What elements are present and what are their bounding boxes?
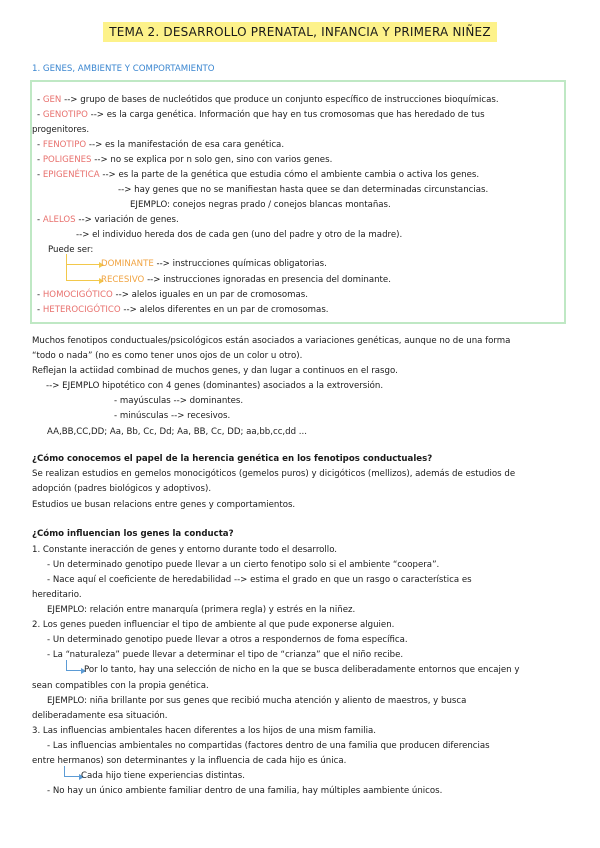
term-alelos: ALELOS — [42, 215, 76, 225]
def-dominante — [101, 258, 327, 270]
def-epigenetica-example: EJEMPLO: conejos negras prado / conejos blancas montañas. — [130, 200, 391, 210]
def-alelos-text: --> variación de genes. — [78, 215, 179, 225]
q2-line: deliberadamente esa situación. — [32, 711, 168, 721]
term-genotipo: GENOTIPO — [42, 110, 88, 120]
def-heterocigotico-text: --> alelos diferentes en un par de cromosomas. — [123, 305, 329, 315]
puede-ser-label: Puede ser: — [48, 245, 94, 255]
q2-line: - Nace aquí el coeficiente de heredabilidad --> estima el grado en que un rasgo o característica es — [47, 575, 472, 585]
blue-arrow-icon — [66, 660, 81, 671]
q2-line: - Las influencias ambientales no compartidas (factores dentro de una familia que producen diferencias — [47, 741, 490, 751]
def-fenotipo-text: --> es la manifestación de esa cara genética. — [88, 140, 285, 150]
title-wrap — [0, 22, 600, 42]
term-heterocigotico: HETEROCIGÓTICO — [42, 305, 121, 315]
para1-line: AA,BB,CC,DD; Aa, Bb, Cc, Dd; Aa, BB, Cc, DD; aa,bb,cc,dd ... — [47, 427, 307, 437]
yellow-arrow-icon — [66, 254, 99, 281]
para1-line: “todo o nada” (no es como tener unos ojos de un color u otro). — [32, 351, 303, 361]
q2-line: 2. Los genes pueden influenciar el tipo de ambiente al que pude exponerse alguien. — [32, 620, 395, 630]
para1-line: Reflejan la actiidad combinad de muchos genes, y dan lugar a continuos en el rasgo. — [32, 366, 398, 376]
q1-line: Se realizan estudios en gemelos monocigóticos (gemelos puros) y dicigóticos (mellizos), además de estudios de — [32, 469, 516, 479]
term-fenotipo: FENOTIPO — [42, 140, 87, 150]
term-recesivo: RECESIVO — [101, 275, 145, 285]
q2-line: - Un determinado genotipo puede llevar a otros a respondernos de foma específica. — [47, 635, 408, 645]
para1-line: Muchos fenotipos conductuales/psicológicos están asociados a variaciones genéticas, aunque no de una forma — [32, 336, 511, 346]
q2-line: 1. Constante ineracción de genes y entorno durante todo el desarrollo. — [32, 545, 338, 555]
q2-line: - No hay un único ambiente familiar dentro de una familia, hay múltiples aambiente únicos. — [47, 786, 443, 796]
def-recesivo — [101, 274, 391, 286]
page-title: TEMA 2. DESARROLLO PRENATAL, INFANCIA Y PRIMERA NIÑEZ — [103, 22, 497, 42]
q2-line: hereditario. — [32, 590, 82, 600]
q1-line: adopción (padres biológicos y adoptivos). — [32, 484, 212, 494]
term-homocigotico: HOMOCIGÓTICO — [42, 290, 113, 300]
def-epigenetica-text: --> es la parte de la genética que estudia cómo el ambiente cambia o activa los genes. — [102, 170, 480, 180]
para1-line: - mayúsculas --> dominantes. — [114, 396, 244, 406]
def-epigenetica-2: --> hay genes que no se manifiestan hasta quee se dan determinadas circunstancias. — [118, 185, 489, 195]
def-recesivo-text: --> instrucciones ignoradas en presencia del dominante. — [147, 275, 391, 285]
term-dominante: DOMINANTE — [101, 259, 154, 269]
def-alelos-2: --> el individuo hereda dos de cada gen (uno del padre y otro de la madre). — [76, 230, 403, 240]
q1-line: Estudios ue busan relacions entre genes y comportamientos. — [32, 500, 296, 510]
q2-line: - Un determinado genotipo puede llevar a un cierto fenotipo solo si el ambiente “coopera”. — [47, 560, 440, 570]
para1-line: --> EJEMPLO hipotético con 4 genes (dominantes) asociados a la extroversión. — [46, 381, 384, 391]
term-epigenetica: EPIGENÉTICA — [42, 170, 100, 180]
def-poligenes-text: --> no se explica por n solo gen, sino con varios genes. — [94, 155, 333, 165]
def-gen-text: --> grupo de bases de nucleótidos que produce un conjunto específico de instrucciones bioquímicas. — [64, 95, 499, 105]
def-heterocigotico: - HETEROCIGÓTICO --> alelos diferentes en un par de cromosomas. — [37, 305, 329, 315]
question-heading-1: ¿Cómo conocemos el papel de la herencia genética en los fenotipos conductuales? — [32, 454, 433, 464]
term-gen: GEN — [42, 95, 62, 105]
blue-arrow-icon — [64, 766, 79, 777]
q2-line: Cada hijo tiene experiencias distintas. — [81, 771, 246, 781]
q2-line: entre hermanos) son determinantes y la influencia de cada hijo es única. — [32, 756, 347, 766]
q2-line: - La “naturaleza” puede llevar a determinar el tipo de “crianza” que el niño recibe. — [47, 650, 404, 660]
def-epigenetica: - EPIGENÉTICA --> es la parte de la genética que estudia cómo el ambiente cambia o activa los genes. — [37, 170, 480, 180]
q2-line: EJEMPLO: relación entre manarquía (primera regla) y estrés en la niñez. — [47, 605, 356, 615]
section-heading-1: 1. GENES, AMBIENTE Y COMPORTAMIENTO — [32, 64, 215, 74]
def-gen: - GEN --> grupo de bases de nucleótidos que produce un conjunto específico de instrucciones bioquímicas. — [37, 95, 499, 105]
q2-line: EJEMPLO: niña brillante por sus genes que recibió mucha atención y aliento de maestros, y busca — [47, 696, 467, 706]
def-poligenes: - POLIGENES --> no se explica por n solo gen, sino con varios genes. — [37, 155, 333, 165]
def-genotipo-cont: progenitores. — [32, 125, 90, 135]
def-dominante-text: --> instrucciones químicas obligatorias. — [156, 259, 327, 269]
def-alelos: - ALELOS --> variación de genes. — [37, 215, 179, 225]
term-poligenes: POLIGENES — [42, 155, 92, 165]
q2-line: sean compatibles con la propia genética. — [32, 681, 209, 691]
question-heading-2: ¿Cómo influencian los genes la conducta? — [32, 529, 234, 539]
def-fenotipo: - FENOTIPO --> es la manifestación de esa cara genética. — [37, 140, 285, 150]
q2-line: 3. Las influencias ambientales hacen diferentes a los hijos de una mism familia. — [32, 726, 377, 736]
q2-line: Por lo tanto, hay una selección de nicho en la que se busca deliberadamente entornos que encajen y — [84, 665, 520, 675]
def-genotipo: - GENOTIPO --> es la carga genética. Información que hay en tus cromosomas que has heredado de tus — [37, 110, 485, 120]
para1-line: - minúsculas --> recesivos. — [114, 411, 231, 421]
def-genotipo-text: --> es la carga genética. Información que hay en tus cromosomas que has heredado de tus — [90, 110, 485, 120]
def-homocigotico-text: --> alelos iguales en un par de cromosomas. — [115, 290, 308, 300]
def-homocigotico: - HOMOCIGÓTICO --> alelos iguales en un par de cromosomas. — [37, 290, 308, 300]
